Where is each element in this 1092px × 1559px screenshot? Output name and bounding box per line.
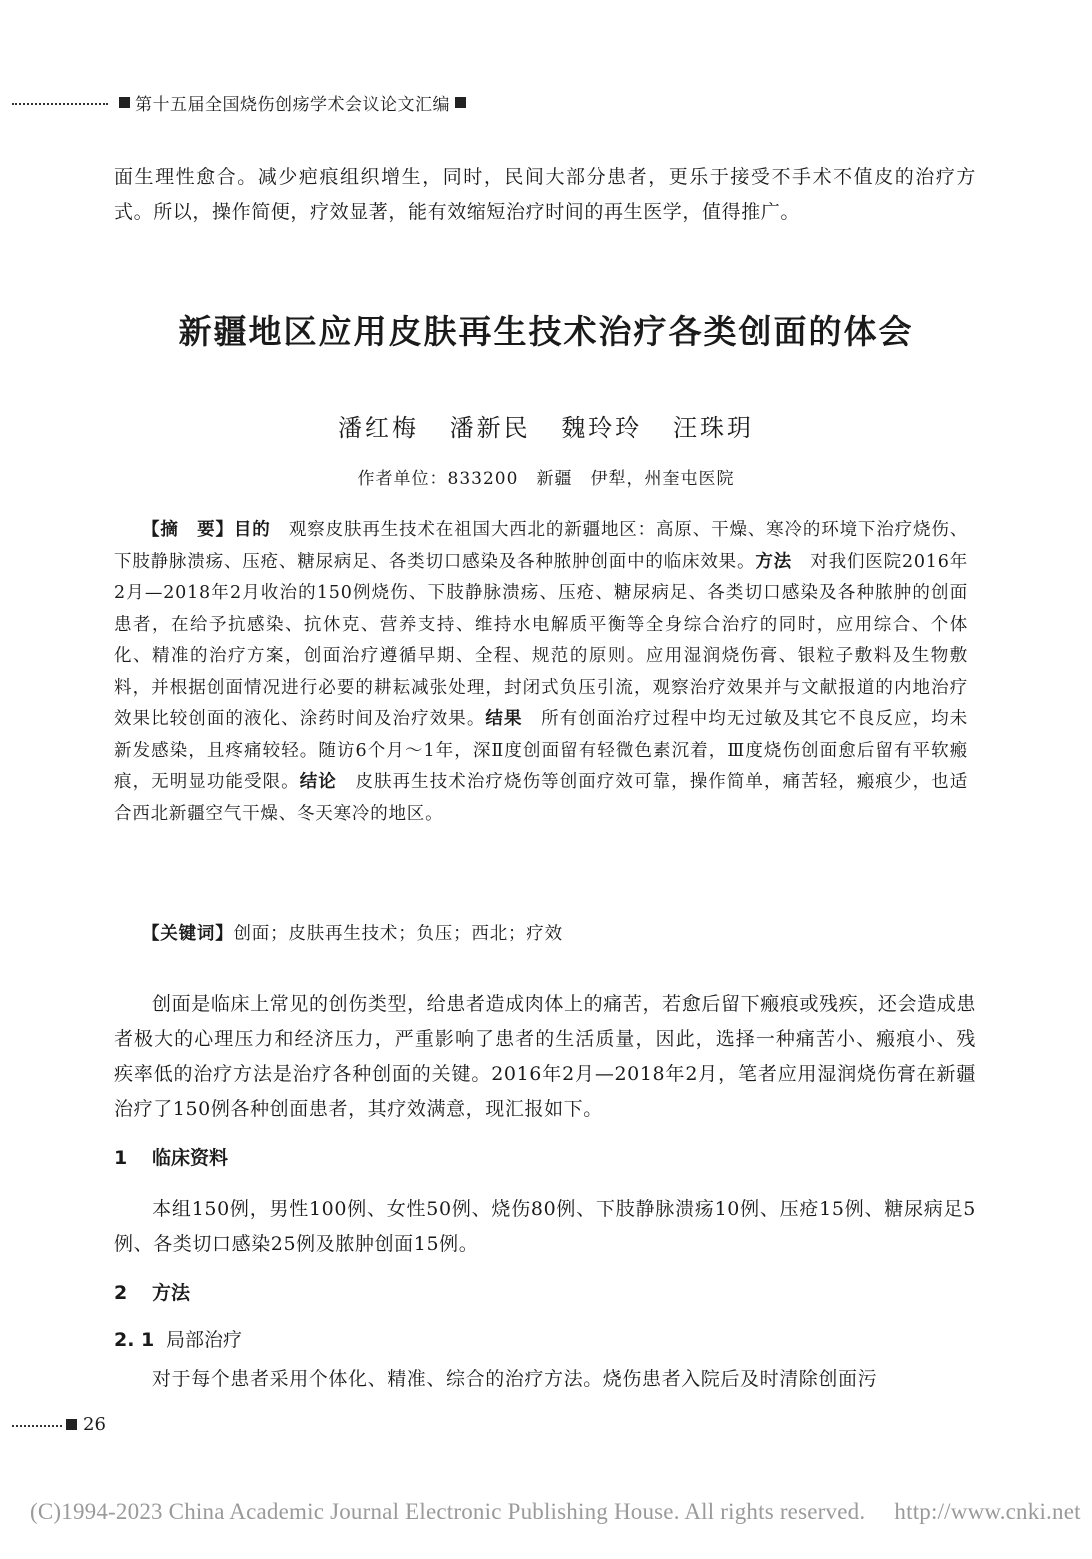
section-number: 1 — [114, 1147, 128, 1169]
objective-label: 目的 — [233, 520, 271, 540]
page-number: 26 — [83, 1413, 106, 1435]
methods-label: 方法 — [755, 551, 792, 572]
running-header — [12, 88, 532, 116]
section-number: 2 — [114, 1282, 128, 1304]
keywords — [114, 920, 968, 945]
abstract — [114, 515, 968, 830]
section-title: 临床资料 — [152, 1147, 229, 1169]
author-name: 汪珠玥 — [672, 414, 754, 442]
intro-paragraph: 面生理性愈合。减少疤痕组织增生，同时，民间大部分患者，更乐于接受不手术不值皮的治疗方式。所以，操作简便，疗效显著，能有效缩短治疗时间的再生医学，值得推广。 — [114, 166, 976, 223]
author-name: 潘红梅 — [338, 414, 420, 442]
subsection-title: 局部治疗 — [166, 1329, 243, 1351]
paper-title: 新疆地区应用皮肤再生技术治疗各类创面的体会 — [178, 312, 914, 351]
body-paragraph — [114, 1192, 976, 1262]
conclusion-label: 结论 — [299, 772, 337, 792]
author-affiliation: 作者单位：833200 新疆 伊犁，州奎屯医院 — [357, 469, 735, 489]
results-text: 所有创面治疗过程中均无过敏及其它不良反应，均未新发感染，且疼痛较轻。随访6个月～1年，深Ⅱ度创面留有轻微色素沉着，Ⅲ度烧伤创面愈后留有平软瘢痕，无明显功能受限。 — [114, 709, 969, 792]
section-heading — [114, 1278, 190, 1305]
abstract-label: 【摘 要】 — [142, 520, 234, 540]
copyright-notice: (C)1994-2023 China Academic Journal Electronic Publishing House. All rights reserved. http://www.cnki.net — [30, 1499, 1081, 1524]
author-name: 潘新民 — [449, 414, 531, 442]
keywords-label: 【关键词】 — [142, 924, 234, 944]
objective-text: 观察皮肤再生技术在祖国大西北的新疆地区：高原、干燥、寒冷的环境下治疗烧伤、下肢静脉溃疡、压疮、糖尿病足、各类切口感染及各种脓肿创面中的临床效果。 — [114, 520, 969, 572]
subsection-heading — [114, 1325, 242, 1352]
page-footer — [12, 1410, 106, 1438]
section-title: 方法 — [152, 1282, 191, 1304]
body-paragraph — [114, 1362, 976, 1397]
running-header-text: 第十五届全国烧伤创疡学术会议论文汇编 — [135, 94, 450, 115]
square-bullet-icon — [455, 97, 466, 108]
square-bullet-icon — [66, 1419, 77, 1430]
author-list — [80, 408, 1012, 443]
leader-dots — [12, 1425, 62, 1427]
results-label: 结果 — [485, 709, 523, 729]
section-heading — [114, 1143, 228, 1170]
leader-dots — [12, 103, 108, 105]
body-paragraph-text: 创面是临床上常见的创伤类型，给患者造成肉体上的痛苦，若愈后留下瘢痕或残疾，还会造成患者极大的心理压力和经济压力，严重影响了患者的生活质量，因此，选择一种痛苦小、瘢痕小、残疾率低的治疗方法是治疗各种创面的关键。2016年2月—2018年2月，笔者应用湿润烧伤膏在新疆治疗了150例各种创面患者，其疗效满意，现汇报如下。 — [114, 993, 976, 1120]
conclusion-text: 皮肤再生技术治疗烧伤等创面疗效可靠，操作简单，痛苦轻，瘢痕少，也适合西北新疆空气干燥、冬天寒冷的地区。 — [114, 772, 969, 824]
body-paragraph-text: 本组150例，男性100例、女性50例、烧伤80例、下肢静脉溃疡10例、压疮15例、糖尿病足5例、各类切口感染25例及脓肿创面15例。 — [114, 1198, 976, 1255]
subsection-number: 2. 1 — [114, 1329, 155, 1351]
author-name: 魏玲玲 — [561, 414, 643, 442]
methods-text: 对我们医院2016年2月—2018年2月收治的150例烧伤、下肢静脉溃疡、压疮、糖尿病足、各类切口感染及各种脓肿的创面患者，在给予抗感染、抗休克、营养支持、维持水电解质平衡等全身综合治疗的同时，应用综合、个体化、精准的治疗方案，创面治疗遵循早期、全程、规范的原则。应用湿润烧伤膏、银粒子敷料及生物敷料，并根据创面情况进行必要的耕耘减张处理，封闭式负压引流，观察治疗效果并与文献报道的内地治疗效果比较创面的液化、涂药时间及治疗效果。 — [114, 551, 969, 729]
square-bullet-icon — [119, 97, 130, 108]
body-paragraph-text: 对于每个患者采用个体化、精准、综合的治疗方法。烧伤患者入院后及时清除创面污 — [152, 1368, 878, 1390]
keywords-text: 创面；皮肤再生技术；负压；西北；疗效 — [233, 924, 563, 944]
body-paragraph — [114, 987, 976, 1127]
